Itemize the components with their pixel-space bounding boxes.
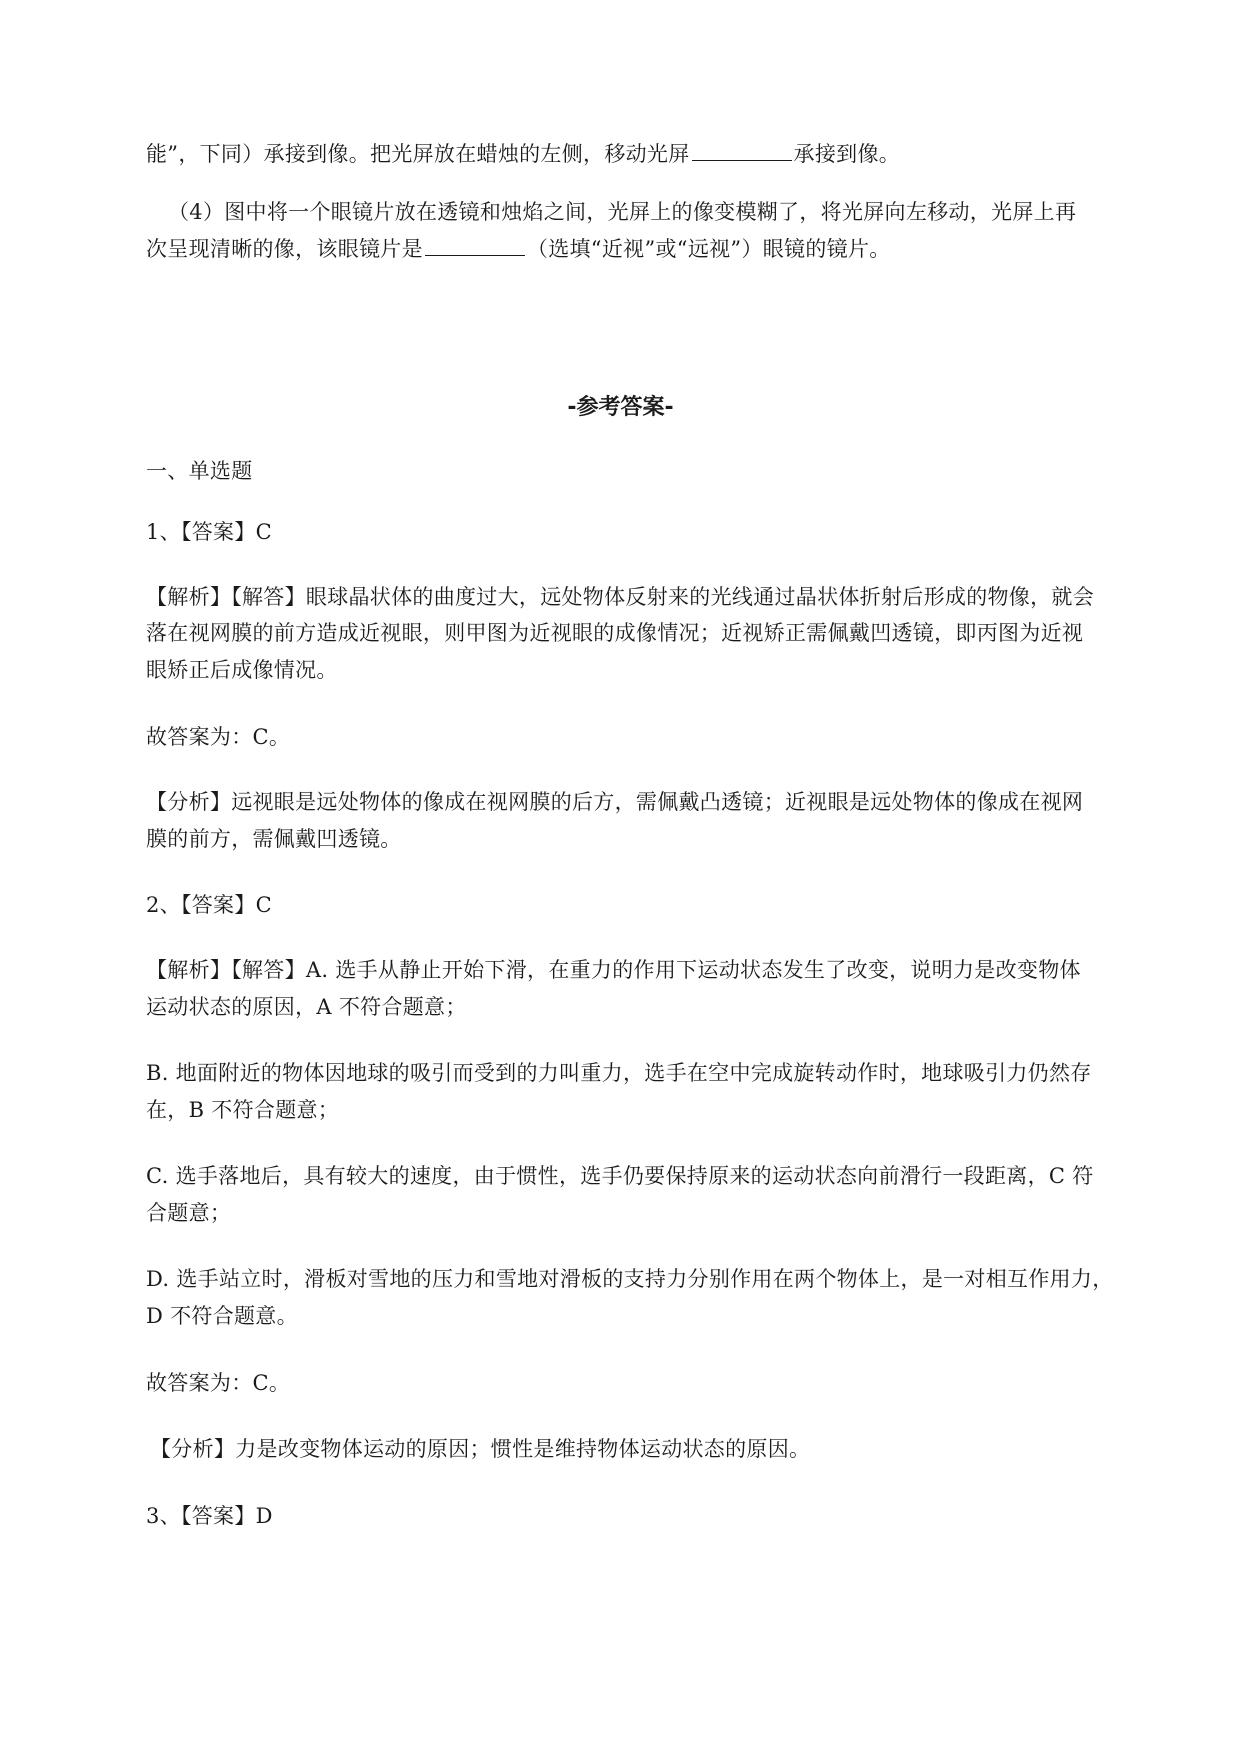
option-c-line: 合题意； (146, 1201, 232, 1225)
answer-3: 3、【答案】D (146, 1504, 273, 1528)
answer-blank[interactable] (425, 235, 525, 256)
analysis-line: 【解析】【解答】眼球晶状体的曲度过大，远处物体反射来的光线通过晶状体折射后形成的物像，就会 (146, 585, 1094, 609)
answers-title: -参考答案- (567, 395, 674, 420)
question-4-line (146, 234, 1146, 264)
question-text: （4）图中将一个眼镜片放在透镜和烛焰之间，光屏上的像变模糊了，将光屏向左移动，光屏上再 (168, 200, 1077, 224)
answer-1: 1、【答案】C (146, 520, 273, 544)
final-answer: 故答案为：C。 (146, 1371, 291, 1395)
answer-2: 2、【答案】C (146, 893, 273, 917)
answer-blank[interactable] (692, 140, 792, 161)
option-d-line: D 不符合题意。 (146, 1304, 298, 1328)
option-b-line: 在，B 不符合题意； (146, 1098, 340, 1122)
question-line (146, 139, 1146, 169)
analysis-line: 落在视网膜的前方造成近视眼，则甲图为近视眼的成像情况；近视矫正需佩戴凹透镜，即丙图为近视 (146, 621, 1084, 645)
note-line: 【分析】远视眼是远处物体的像成在视网膜的后方，需佩戴凸透镜；近视眼是远处物体的像成在视网 (146, 790, 1084, 814)
analysis-line: 眼矫正后成像情况。 (146, 658, 338, 682)
question-text: 承接到像。 (793, 142, 901, 166)
option-b-line: B. 地面附近的物体因地球的吸引而受到的力叫重力，选手在空中完成旋转动作时，地球吸引力仍然存 (146, 1061, 1092, 1085)
analysis-line: 【解析】【解答】A. 选手从静止开始下滑，在重力的作用下运动状态发生了改变，说明力是改变物体 (146, 958, 1081, 982)
note-line: 【分析】力是改变物体运动的原因；惯性是维持物体运动状态的原因。 (150, 1437, 811, 1461)
question-text: （选填“近视”或“远视”）眼镜的镜片。 (526, 237, 891, 261)
option-d-line: D. 选手站立时，滑板对雪地的压力和雪地对滑板的支持力分别作用在两个物体上，是一对相互作用力， (146, 1267, 1114, 1291)
final-answer: 故答案为：C。 (146, 725, 291, 749)
section-heading: 一、单选题 (146, 459, 253, 483)
option-c-line: C. 选手落地后，具有较大的速度，由于惯性，选手仍要保持原来的运动状态向前滑行一段距离，C 符 (146, 1164, 1094, 1188)
note-line: 膜的前方，需佩戴凹透镜。 (146, 827, 402, 851)
question-text: 能”，下同）承接到像。把光屏放在蜡烛的左侧，移动光屏 (146, 142, 690, 166)
analysis-line: 运动状态的原因，A 不符合题意； (146, 995, 467, 1019)
question-4-line (168, 197, 1168, 227)
question-text: 次呈现清晰的像，该眼镜片是 (146, 237, 423, 261)
